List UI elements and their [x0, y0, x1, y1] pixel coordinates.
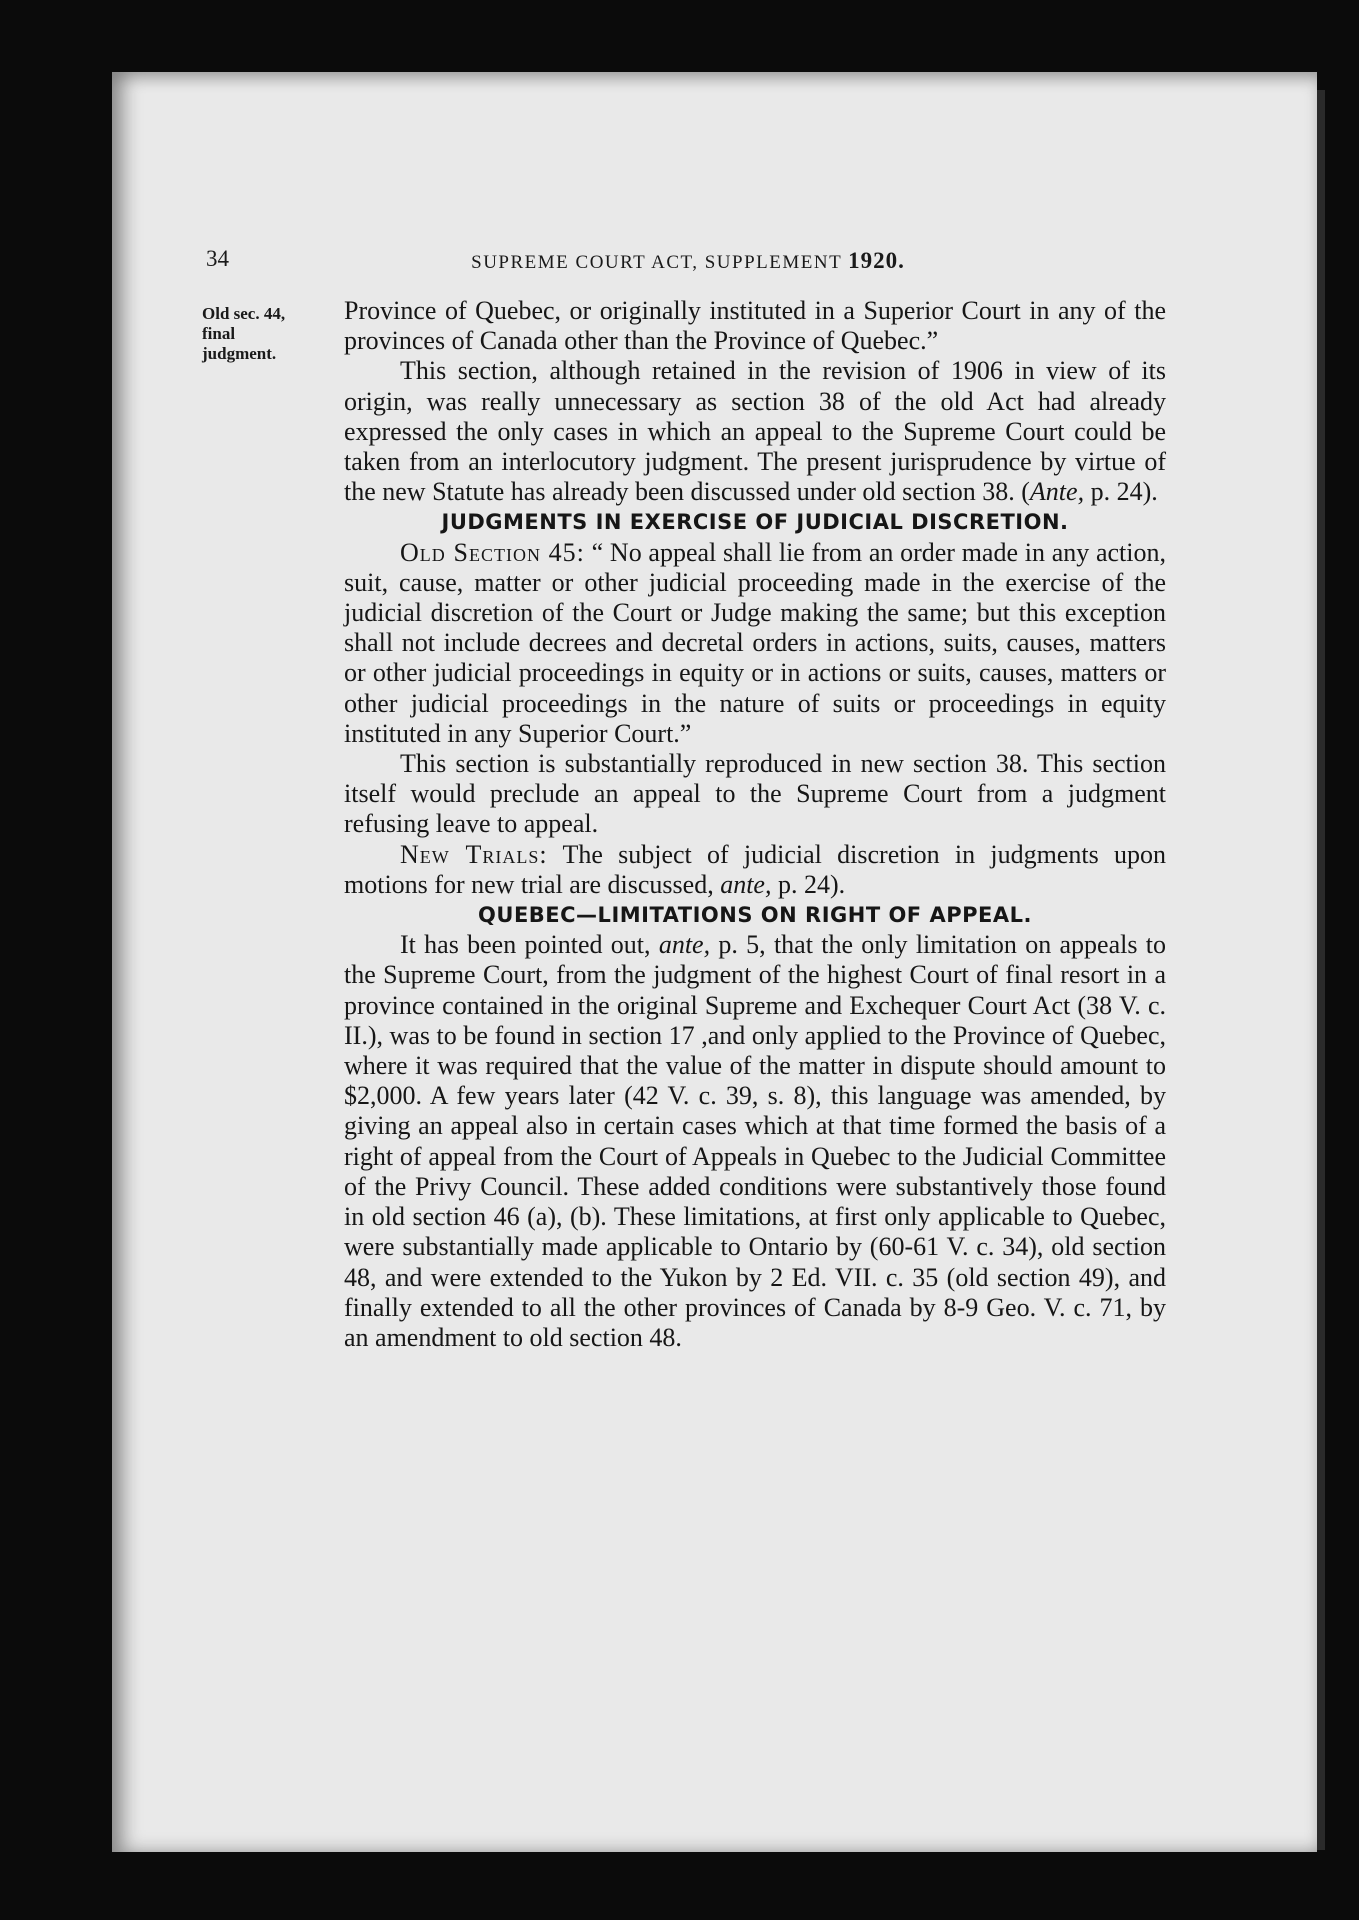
paragraph-text: “ No appeal shall lie from an order made in any action, suit, cause, matter or other judicial proceeding made in the exercise of the judicial discretion of the Court or Judge making the same; but this exception shall not include decrees and decretal orders in actions, suits, causes, matters or other judicial proceedings in equity or in actions or suits, causes, matters or other judicial proceedings in the nature of suits or proceedings in equity instituted in any Superior Court.”: [344, 537, 1166, 748]
paragraph-text: This section, although retained in the revision of 1906 in view of its origin, was really unnecessary as section 38 of the old Act had already expressed the only cases in which an appeal to the Supreme Court could be taken from an interlocutory judgment. The present jurisprudence by virtue of the new Statute has already been discussed under old section 38. (: [344, 356, 1166, 507]
margin-note-line: judgment.: [202, 344, 277, 363]
page-number: 34: [206, 246, 229, 271]
body-text: [344, 296, 1166, 1353]
section-label: Old Section 45:: [400, 537, 585, 567]
paragraph-text: It has been pointed out,: [400, 930, 659, 960]
margin-note: [202, 304, 332, 364]
italic-ante: ante,: [720, 869, 772, 899]
paragraph-old-section-45: [344, 538, 1166, 749]
section-heading-judicial-discretion: JUDGMENTS IN EXERCISE OF JUDICIAL DISCRETION.: [441, 510, 1069, 535]
paragraph-text: p. 24).: [771, 869, 846, 899]
paragraph-section-origin: [344, 356, 1166, 507]
paragraph-reproduced: This section is substantially reproduced in new section 38. This section itself would preclude an appeal to the Supreme Court from a judgment refusing leave to appeal.: [344, 749, 1166, 839]
paragraph-text: p. 24).: [1084, 477, 1158, 507]
running-title-text: SUPREME COURT ACT, SUPPLEMENT: [471, 252, 842, 273]
running-title: [206, 248, 1170, 274]
running-title-year: 1920.: [848, 248, 905, 273]
margin-note-line: final: [202, 324, 236, 343]
italic-ante: ante,: [658, 930, 711, 960]
paragraph-text: p. 5, that the only limitation on appeals to the Supreme Court, from the judgment of the highest Court of final resort in a province contained in the original Supreme and Exchequer Court Act (38 V. c. II.), was to be found in section 17 ,and only applied to the Province of Quebec, where it was required that the value of the matter in dispute should amount to $2,000. A few years later (42 V. c. 39, s. 8), this language was amended, by giving an appeal also in certain cases which at that time formed the basis of a right of appeal from the Court of Appeals in Quebec to the Judicial Committee of the Privy Council. These added conditions were substantively those found in old section 46 (a), (b). These limitations, at first only applicable to Quebec, were substantially made applicable to Ontario by (60-61 V. c. 34), old section 48, and were extended to the Yukon by 2 Ed. VII. c. 35 (old section 49), and finally extended to all the other provinces of Canada by 8-9 Geo. V. c. 71, by an amendment to old section 48.: [344, 930, 1166, 1352]
page-edge-shadow: [1317, 90, 1325, 1850]
paragraph-text: The subject of judicial discretion in judgments upon motions for new trial are discussed,: [344, 839, 1166, 899]
section-heading-quebec-limitations: QUEBEC—LIMITATIONS ON RIGHT OF APPEAL.: [478, 903, 1032, 928]
margin-note-line: Old sec. 44,: [202, 304, 286, 323]
paragraph-new-trials: [344, 840, 1166, 900]
paragraph-continuation: Province of Quebec, or originally instituted in a Superior Court in any of the provinces of Canada other than the Province of Quebec.”: [344, 296, 1166, 356]
page-header: [206, 246, 1170, 276]
section-label: New Trials:: [400, 839, 548, 869]
paragraph-limitations: [344, 930, 1166, 1353]
italic-ante: Ante,: [1029, 477, 1085, 507]
